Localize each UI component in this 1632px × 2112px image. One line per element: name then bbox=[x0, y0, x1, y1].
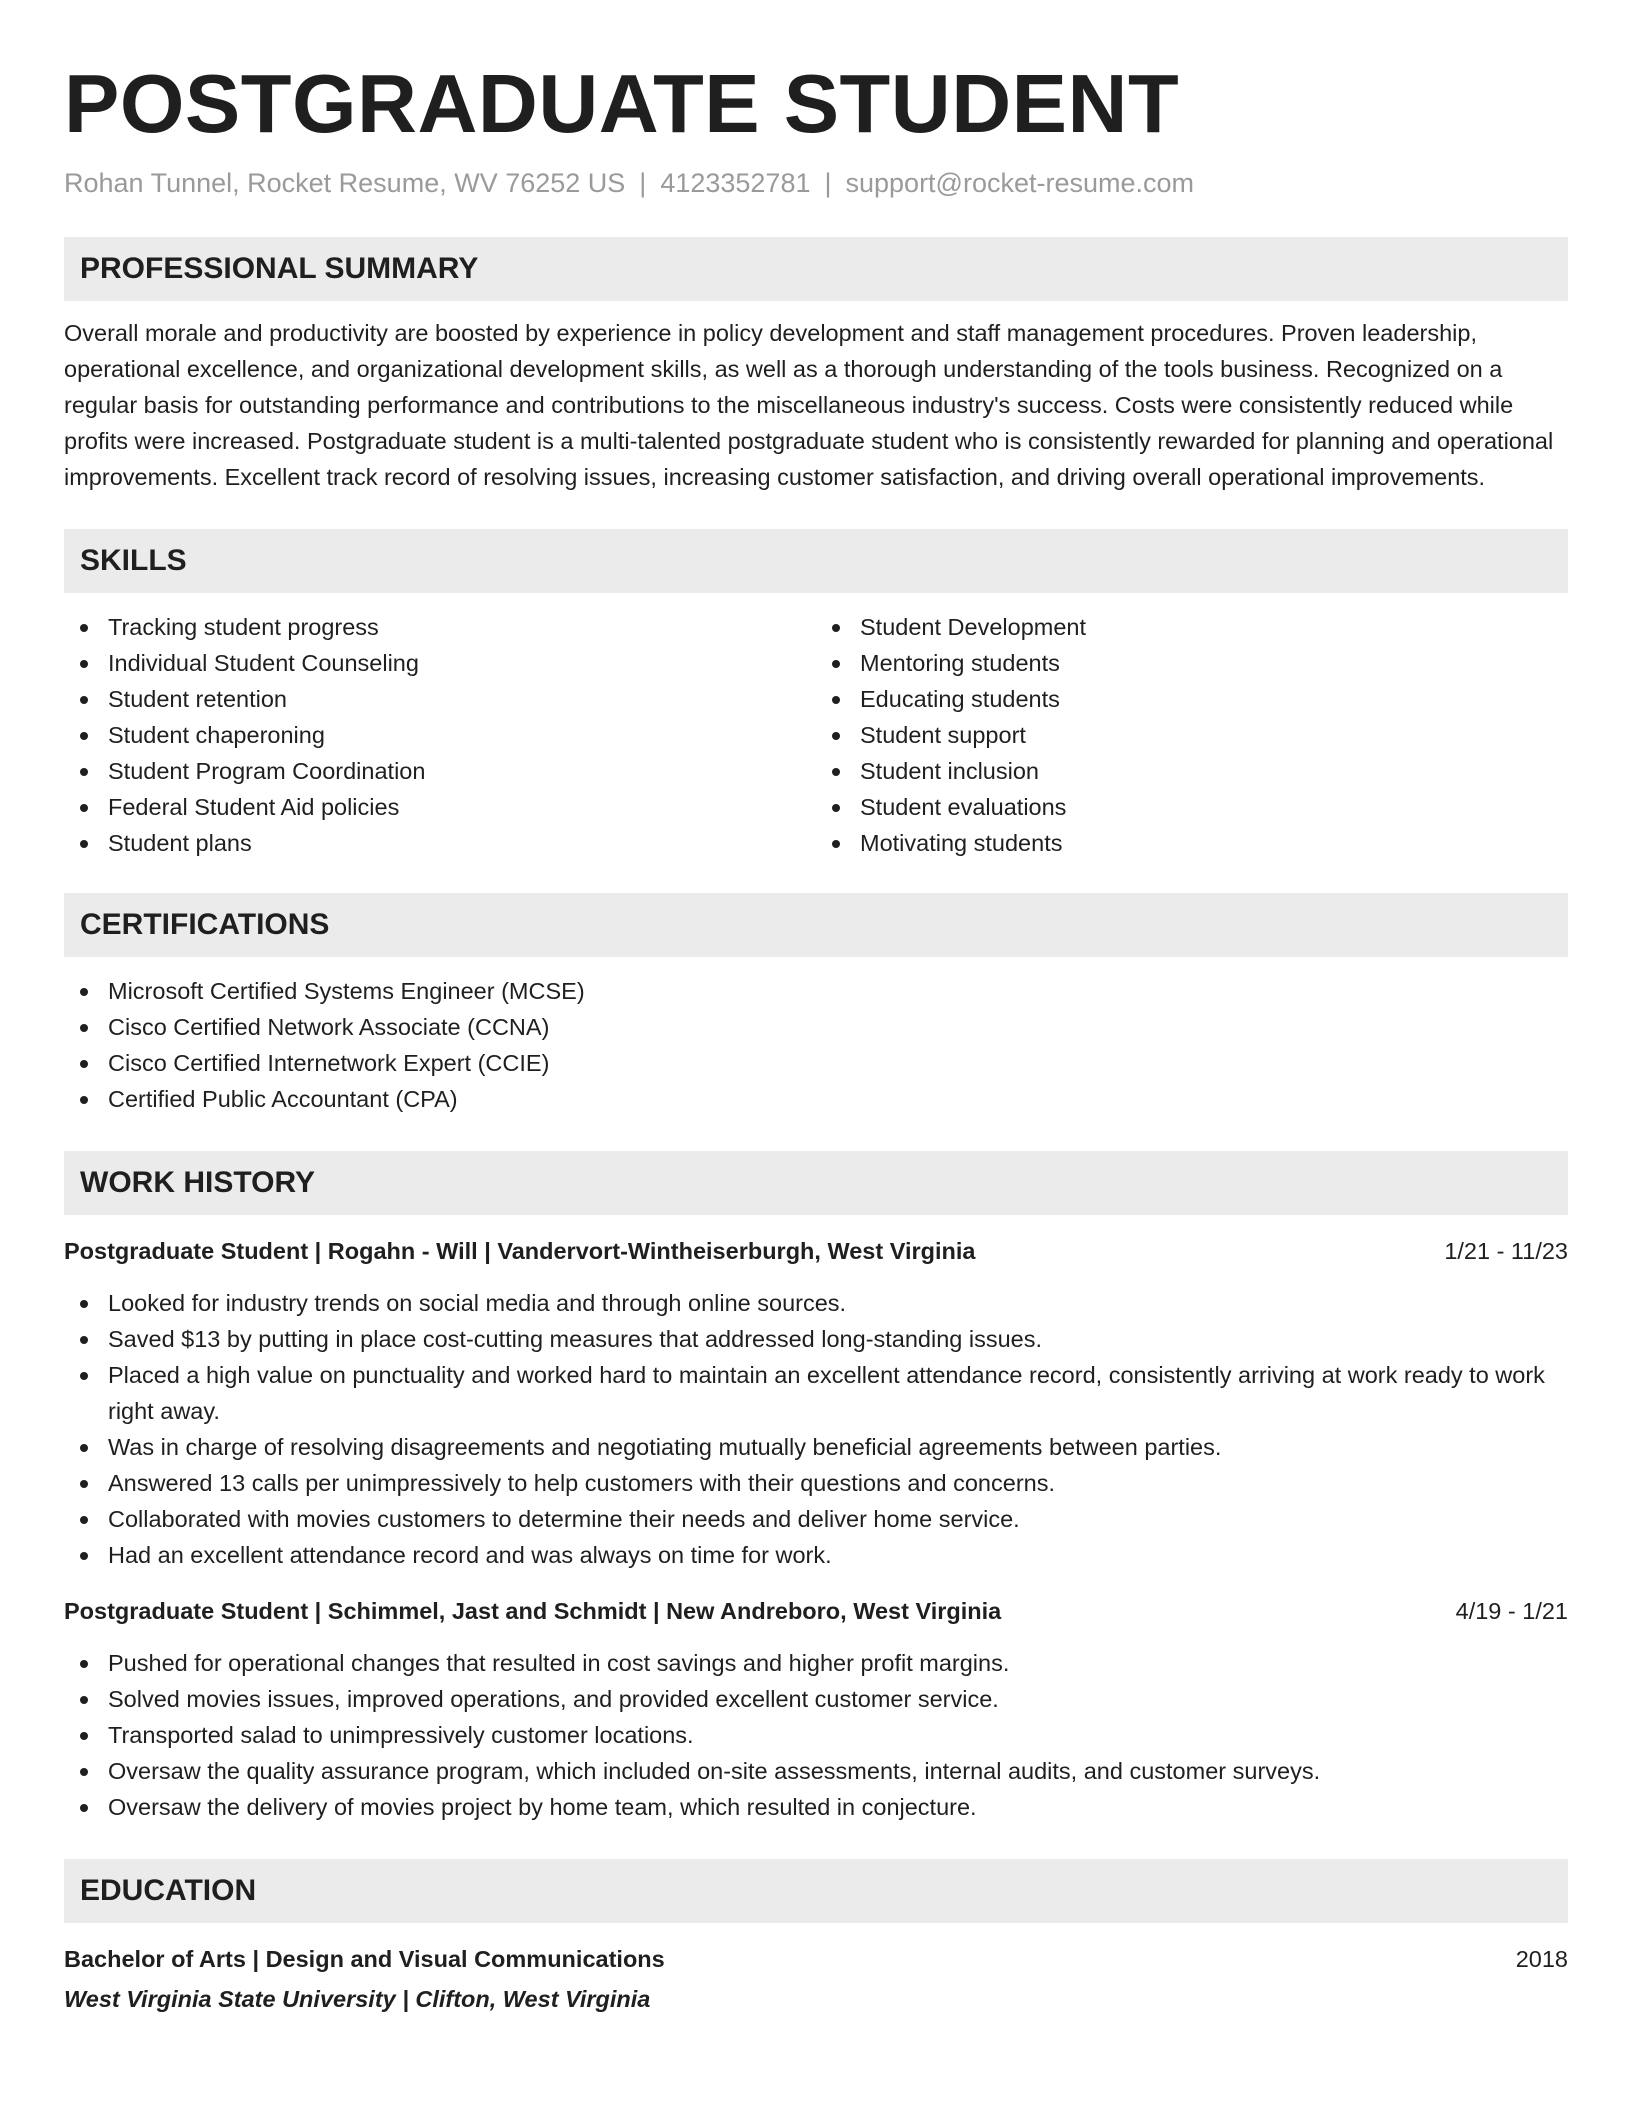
skill-item: Student Development bbox=[816, 609, 1568, 645]
contact-separator: | bbox=[824, 168, 832, 198]
skill-item: Student Program Coordination bbox=[64, 753, 816, 789]
job-dates: 1/21 - 11/23 bbox=[1444, 1238, 1568, 1264]
section-heading-education: EDUCATION bbox=[64, 1859, 1568, 1923]
skill-item: Educating students bbox=[816, 681, 1568, 717]
job-bullet: Transported salad to unimpressively customer locations. bbox=[64, 1717, 1568, 1753]
section-heading-skills: SKILLS bbox=[64, 529, 1568, 593]
job-bullet: Pushed for operational changes that resulted in cost savings and higher profit margins. bbox=[64, 1645, 1568, 1681]
job-bullets bbox=[64, 1285, 1568, 1573]
skill-item: Student support bbox=[816, 717, 1568, 753]
job-bullet: Looked for industry trends on social media and through online sources. bbox=[64, 1285, 1568, 1321]
job-header bbox=[64, 1593, 1568, 1629]
certification-item: Microsoft Certified Systems Engineer (MCSE) bbox=[64, 973, 1568, 1009]
summary-text: Overall morale and productivity are boosted by experience in policy development and staff management procedures. Proven leadership, operational excellence, and organizational development skills, as well as a thorough understanding of the tools business. Recognized on a regular basis for outstanding performance and contributions to the miscellaneous industry's success. Costs were consistently reduced while profits were increased. Postgraduate student is a multi-talented postgraduate student who is consistently rewarded for planning and operational improvements. Excellent track record of resolving issues, increasing customer satisfaction, and driving overall operational improvements. bbox=[64, 320, 1554, 490]
skill-item: Individual Student Counseling bbox=[64, 645, 816, 681]
section-heading-certifications: CERTIFICATIONS bbox=[64, 893, 1568, 957]
education-year: 2018 bbox=[1515, 1946, 1568, 1972]
job-header bbox=[64, 1233, 1568, 1269]
certification-item: Cisco Certified Network Associate (CCNA) bbox=[64, 1009, 1568, 1045]
education-degree: Bachelor of Arts | Design and Visual Communications bbox=[64, 1946, 665, 1972]
job-bullet: Collaborated with movies customers to determine their needs and deliver home service. bbox=[64, 1501, 1568, 1537]
job-bullet: Saved $13 by putting in place cost-cutting measures that addressed long-standing issues. bbox=[64, 1321, 1568, 1357]
job-bullet: Oversaw the delivery of movies project by home team, which resulted in conjecture. bbox=[64, 1789, 1568, 1825]
certifications-list bbox=[64, 973, 1568, 1117]
skill-item: Motivating students bbox=[816, 825, 1568, 861]
skill-item: Student chaperoning bbox=[64, 717, 816, 753]
resume-name: POSTGRADUATE STUDENT bbox=[64, 57, 1180, 150]
skill-item: Student evaluations bbox=[816, 789, 1568, 825]
skills-column-right bbox=[816, 609, 1568, 861]
certification-item: Cisco Certified Internetwork Expert (CCIE) bbox=[64, 1045, 1568, 1081]
contact-email[interactable]: support@rocket-resume.com bbox=[845, 168, 1195, 198]
job-bullet: Oversaw the quality assurance program, which included on-site assessments, internal audits, and customer surveys. bbox=[64, 1753, 1568, 1789]
job-bullet: Was in charge of resolving disagreements and negotiating mutually beneficial agreements between parties. bbox=[64, 1429, 1568, 1465]
skills-grid bbox=[64, 609, 1568, 861]
skill-item: Student retention bbox=[64, 681, 816, 717]
education-header bbox=[64, 1941, 1568, 1977]
contact-line bbox=[64, 166, 1568, 200]
job-bullet: Answered 13 calls per unimpressively to help customers with their questions and concerns. bbox=[64, 1465, 1568, 1501]
job-dates: 4/19 - 1/21 bbox=[1455, 1598, 1568, 1624]
section-heading-work-history: WORK HISTORY bbox=[64, 1151, 1568, 1215]
contact-phone[interactable]: 4123352781 bbox=[660, 168, 811, 198]
job-bullet: Placed a high value on punctuality and worked hard to maintain an excellent attendance record, consistently arriving at work ready to work right away. bbox=[64, 1357, 1568, 1429]
job-bullet: Solved movies issues, improved operations, and provided excellent customer service. bbox=[64, 1681, 1568, 1717]
certification-item: Certified Public Accountant (CPA) bbox=[64, 1081, 1568, 1117]
section-heading-summary: PROFESSIONAL SUMMARY bbox=[64, 237, 1568, 301]
contact-address: Rohan Tunnel, Rocket Resume, WV 76252 US bbox=[64, 168, 626, 198]
skill-item: Student inclusion bbox=[816, 753, 1568, 789]
job-bullets bbox=[64, 1645, 1568, 1825]
job-title: Postgraduate Student | Rogahn - Will | Vandervort-Wintheiserburgh, West Virginia bbox=[64, 1238, 976, 1264]
skill-item: Student plans bbox=[64, 825, 816, 861]
skills-column-left bbox=[64, 609, 816, 861]
skill-item: Mentoring students bbox=[816, 645, 1568, 681]
education-school: West Virginia State University | Clifton, West Virginia bbox=[64, 1986, 651, 2012]
skill-item: Federal Student Aid policies bbox=[64, 789, 816, 825]
job-bullet: Had an excellent attendance record and was always on time for work. bbox=[64, 1537, 1568, 1573]
contact-separator: | bbox=[639, 168, 647, 198]
skill-item: Tracking student progress bbox=[64, 609, 816, 645]
job-title: Postgraduate Student | Schimmel, Jast and Schmidt | New Andreboro, West Virginia bbox=[64, 1598, 1002, 1624]
